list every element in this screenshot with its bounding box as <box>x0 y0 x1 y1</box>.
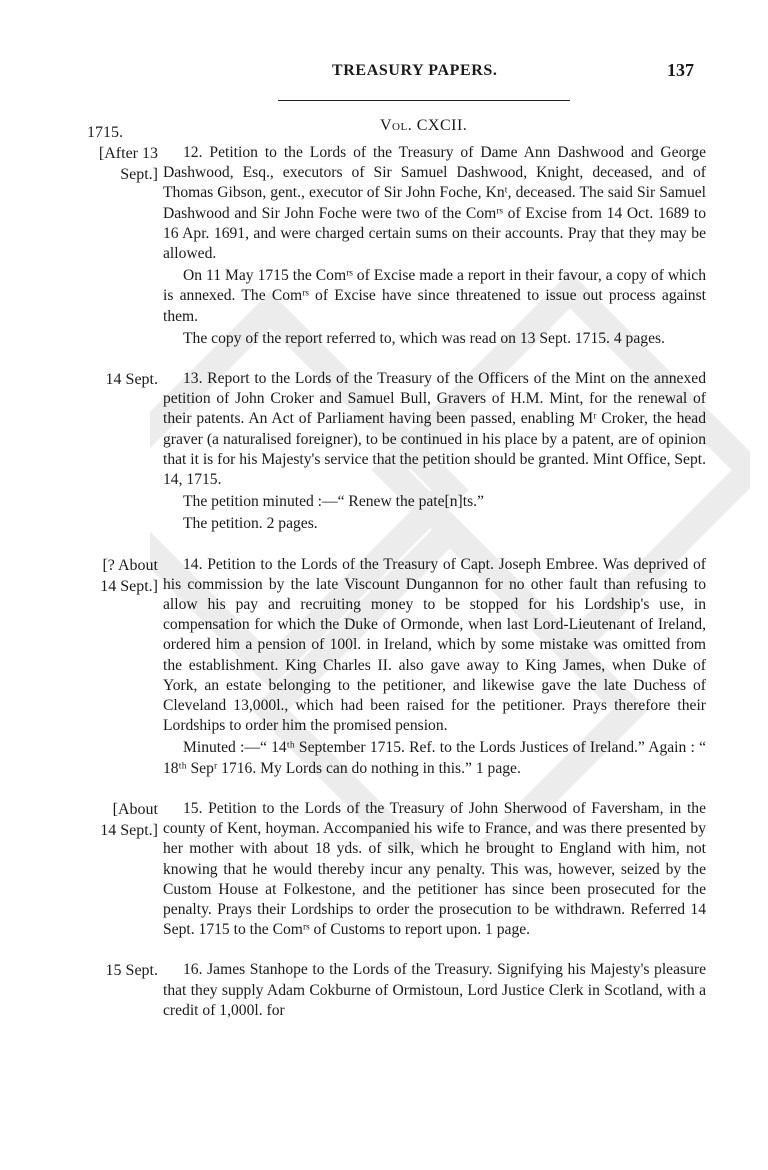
date-line: 14 Sept.] <box>100 821 158 839</box>
entry-paragraph: 13. Report to the Lords of the Treasury of the Officers of the Mint on the annexed petition of John Croker and Samuel Bull, Gravers of H.M. Mint, for the renewal of their patents. An Act of Parliament having been passed, enabling Mʳ Croker, the head graver (a naturalised foreigner), to be continued in his place by a patent, are of opinion that it is for his Majesty's service that the petition should be granted. Mint Office, Sept. 14, 1715. <box>163 370 707 489</box>
entry-date <box>60 143 158 185</box>
header-rule <box>278 100 570 101</box>
date-line: [? About <box>102 556 158 574</box>
date-line: [After 13 <box>98 145 158 162</box>
entry-date <box>60 555 158 597</box>
entry-paragraph: 14. Petition to the Lords of the Treasury of Capt. Joseph Embree. Was deprived of his commission by the late Viscount Dungannon for no other fault than refusing to allow his pay and recruiting money to be stopped for his Lordship's use, in compensation for which the Duke of Ormonde, when last Lord-Lieutenant of Ireland, ordered him a pension of 100l. in Ireland, which by some mistake was omitted from the establishment. King Charles II. also gave away to King James, when Duke of York, an estate belonging to the petitioner, and likewise gave the late Duchess of Cleveland 13,000l., which had been raised for the petitioner. Prays therefore their Lordships to order him the promised pension. <box>163 555 706 735</box>
entry-15 <box>60 799 710 940</box>
running-header-title: TREASURY PAPERS. <box>332 62 498 79</box>
date-line: [About <box>112 800 158 818</box>
entry-13 <box>60 369 710 535</box>
page-number: 137 <box>667 60 694 80</box>
entry-paragraph: On 11 May 1715 the Comʳˢ of Excise made a report in their favour, a copy of which is annexed. The Comʳˢ of Excise have since threatened to issue out process against them. <box>163 267 706 325</box>
entry-body <box>163 799 706 940</box>
entry-body <box>163 960 706 1021</box>
entry-paragraph: Minuted :—“ 14ᵗʰ September 1715. Ref. to the Lords Justices of Ireland.” Again : “ 18ᵗʰ Sepʳ 1716. My Lords can do nothing in this.” 1 page. <box>163 739 706 777</box>
date-line: 14 Sept. <box>105 371 158 389</box>
entry-body <box>163 143 706 349</box>
entry-date <box>60 369 158 390</box>
entry-14 <box>60 555 710 779</box>
entry-16 <box>60 960 710 1021</box>
volume-heading: Vol. CXCII. <box>380 117 468 134</box>
entry-paragraph: The petition minuted :—“ Renew the pate[n]ts.” <box>183 493 484 511</box>
entries-list <box>60 143 710 1041</box>
date-line: Sept.] <box>120 166 158 183</box>
entry-paragraph: The copy of the report referred to, which was read on 13 Sept. 1715. 4 pages. <box>183 329 665 347</box>
entry-paragraph: The petition. 2 pages. <box>183 515 318 533</box>
date-line: 14 Sept.] <box>100 577 158 595</box>
entry-date <box>60 799 158 841</box>
entry-paragraph: 15. Petition to the Lords of the Treasury of John Sherwood of Faversham, in the county of Kent, hoyman. Accompanied his wife to France, and was there presented by her mother with about 18 yds. of silk, which he brought to England with him, not knowing that he would thereby incur any penalty. This was, however, seized by the Custom House at Folkestone, and the petitioner has since been prosecuted for the penalty. Prays their Lordships to order the prosecution to be withdrawn. Referred 14 Sept. 1715 to the Comʳˢ of Customs to report upon. 1 page. <box>163 799 706 939</box>
entry-12 <box>60 143 710 349</box>
entry-paragraph: 12. Petition to the Lords of the Treasury of Dame Ann Dashwood and George Dashwood, Esq., executors of Sir Samuel Dashwood, Knight, deceased, and of Thomas Gibson, gent., executor of Sir John Foche, Knᵗ, deceased. The said Sir Samuel Dashwood and Sir John Foche were two of the Comʳˢ of Excise from 14 Oct. 1689 to 16 Apr. 1691, and were charged certain sums on their accounts. Pray that they may be allowed. <box>163 144 706 263</box>
year-label: 1715. <box>87 124 123 141</box>
entry-date <box>60 960 158 981</box>
entry-paragraph: 16. James Stanhope to the Lords of the Treasury. Signifying his Majesty's pleasure that they supply Adam Cokburne of Ormistoun, Lord Justice Clerk in Scotland, with a credit of 1,000l. for <box>163 961 706 1019</box>
date-line: 15 Sept. <box>105 962 158 980</box>
entry-body <box>163 369 706 535</box>
entry-body <box>163 555 706 779</box>
